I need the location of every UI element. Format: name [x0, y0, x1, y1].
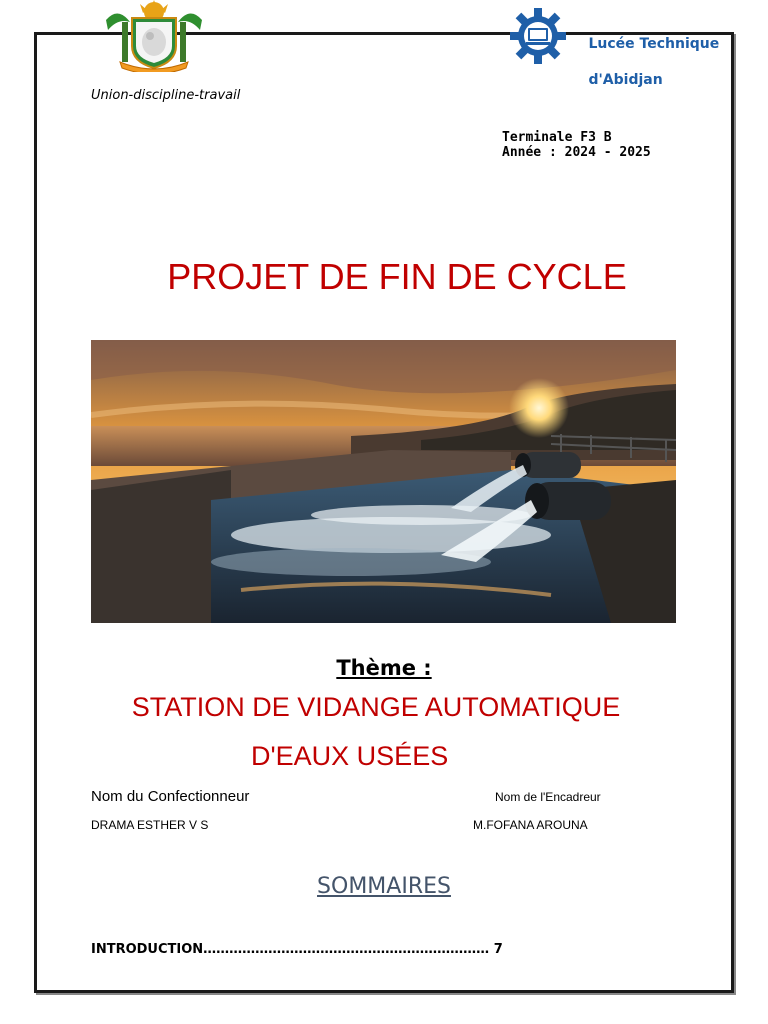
- theme-line-1: STATION DE VIDANGE AUTOMATIQUE: [131, 692, 621, 722]
- class-info: [502, 130, 651, 160]
- year-line: Année : 2024 - 2025: [502, 145, 651, 160]
- author-name: DRAMA ESTHER V S: [91, 818, 209, 832]
- project-title: PROJET DE FIN DE CYCLE: [167, 256, 627, 297]
- class-line: Terminale F3 B: [502, 130, 612, 145]
- toc-page: 7: [493, 942, 503, 957]
- coat-of-arms-icon: [100, 0, 208, 72]
- cover-image: [91, 340, 676, 623]
- theme-label: Thème :: [336, 656, 432, 680]
- supervisor-label: Nom de l'Encadreur: [495, 790, 601, 804]
- author-label: Nom du Confectionneur: [91, 788, 250, 805]
- toc-label: INTRODUCTION: [91, 942, 204, 957]
- school-name-line2: d'Abidjan: [588, 72, 663, 88]
- gear-computer-icon: [510, 8, 566, 64]
- supervisor-name: M.FOFANA AROUNA: [473, 818, 588, 832]
- summary-title: SOMMAIRES: [317, 874, 451, 899]
- toc-entry: [91, 942, 503, 957]
- toc-dots: …………………………………………………………: [203, 942, 490, 957]
- theme-line-2: D'EAUX USÉES: [251, 741, 449, 771]
- school-name-line1: Lucée Technique: [588, 36, 720, 52]
- motto: Union-discipline-travail: [91, 88, 241, 103]
- school-logo: [510, 8, 720, 88]
